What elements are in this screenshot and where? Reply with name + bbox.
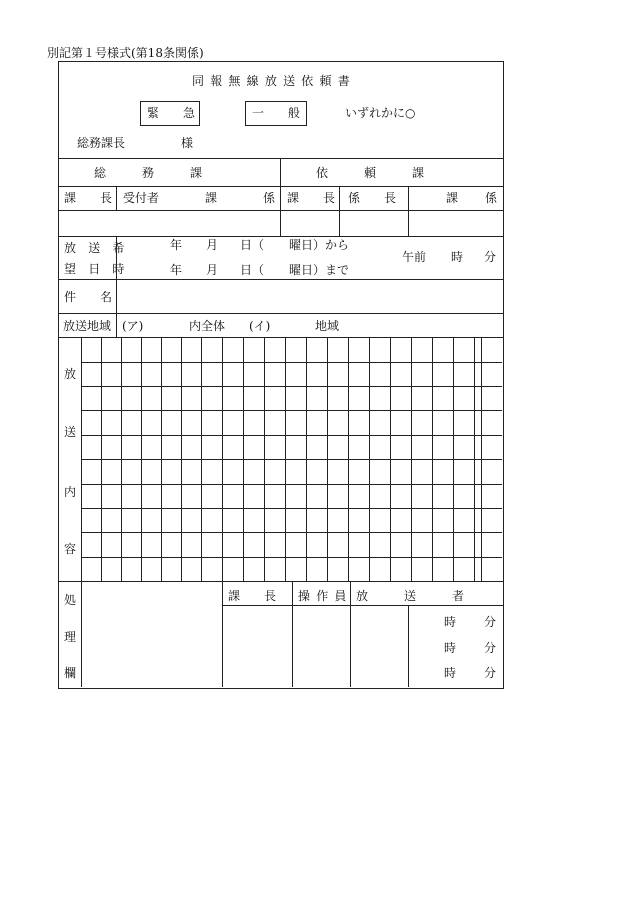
dept-general-affairs: 総 務 課 [94,166,203,180]
col-section: 課 [205,191,218,205]
dept-requesting: 依 頼 課 [316,166,425,180]
col-kacho-requesting: 課 長 [287,191,336,205]
proc-kacho: 課 長 [228,589,277,603]
proc-remarks-field[interactable] [83,583,221,686]
area-option-i[interactable]: (イ) [249,319,271,333]
content-label-char-1: 放 [64,367,77,381]
col-staff-2: 係 [485,191,498,205]
content-label-char-3: 内 [64,485,77,499]
stamp-kakaricho[interactable] [340,210,407,236]
form-title: 同 報 無 線 放 送 依 頼 書 [192,74,351,88]
stamp-kacho-general[interactable] [58,210,116,236]
subject-field[interactable] [118,280,502,313]
col-staff: 係 [263,191,276,205]
content-label-char-2: 送 [64,425,77,439]
area-whole: 内全体 [189,319,226,333]
col-kakaricho: 係 長 [348,191,397,205]
choose-note: いずれかに○ [345,106,416,120]
proc-broadcaster: 放 送 者 [356,589,465,603]
proc-operator-stamp[interactable] [293,606,349,686]
proc-label-char-2: 理 [64,630,77,644]
col-section-2: 課 [446,191,459,205]
area-region: 地域 [315,319,340,333]
content-label-char-4: 容 [64,542,77,556]
addressee: 総務課長 [77,136,126,150]
area-label: 放送地域 [63,319,112,333]
stamp-requesting-staff[interactable] [409,210,502,236]
schedule-label-line1: 放 送 希 [64,241,129,255]
subject-label: 件 名 [64,290,113,304]
proc-kacho-stamp[interactable] [223,606,291,686]
time-hour: 時 [451,250,464,264]
area-option-a[interactable]: (ア) [122,319,144,333]
proc-operator: 操 作 員 [298,589,348,603]
stamp-kacho-requesting[interactable] [281,210,338,236]
schedule-label-line2: 望 日 時 [64,262,129,276]
col-kacho-general: 課 長 [64,191,113,205]
time-minute: 分 [484,250,497,264]
form-header-note: 別記第１号様式(第18条関係) [47,46,204,60]
col-receptionist: 受付者 [123,191,160,205]
general-option-label: 一 般 [252,106,301,120]
proc-broadcaster-field[interactable] [351,606,407,686]
time-ampm: 午前 [402,250,427,264]
addressee-honorific: 様 [181,136,194,150]
proc-label-char-3: 欄 [64,666,77,680]
stamp-receptionist[interactable] [117,210,279,236]
proc-label-char-1: 処 [64,593,77,607]
urgent-option-label: 緊 急 [147,106,196,120]
